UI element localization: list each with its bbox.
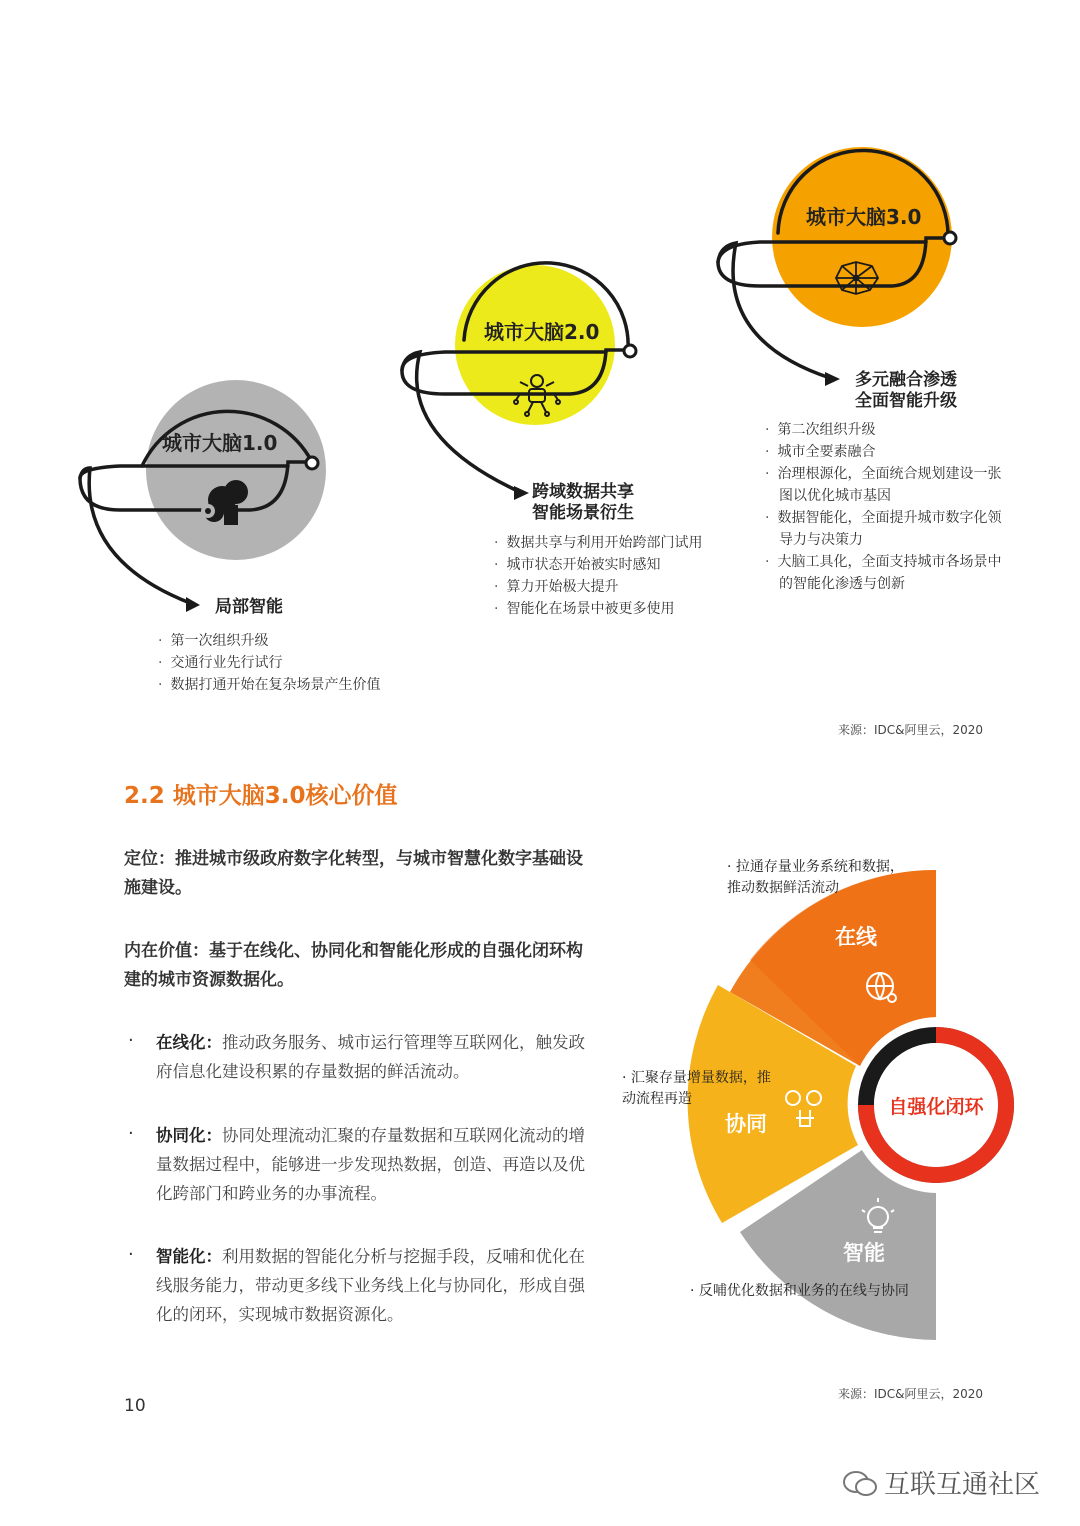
stage2-title: 城市大脑2.0 [484,320,600,344]
page-number: 10 [124,1396,146,1416]
list-item: · 大脑工具化，全面支持城市各场景中的智能化渗透与创新 [765,551,1010,595]
center-label: 自强化闭环 [888,1096,984,1118]
collab-note: · 汇聚存量增量数据，推动流程再造 [622,1070,771,1107]
list-item: · 治理根源化，全面统合规划建设一张图以优化城市基因 [765,463,1010,507]
list-item: · 数据打通开始在复杂场景产生价值 [158,674,380,696]
list-item: · 数据智能化，全面提升城市数字化领导力与决策力 [765,507,1010,551]
list-item: · 算力开始极大提升 [494,576,702,598]
stage3-list [765,419,1010,595]
stage2-list [494,532,702,620]
stage1-list [158,630,380,696]
list-item: · 交通行业先行试行 [158,652,380,674]
intelligent-note: · 反哺优化数据和业务的在线与协同 [690,1283,909,1299]
bullet-dot: · [128,1030,134,1051]
bullet-collab: 协同化：协同处理流动汇聚的存量数据和互联网化流动的增量数据过程中，能够进一步发现热数据，创造、再造以及优化跨部门和跨业务的办事流程。 [156,1126,585,1203]
inner-value-text: 内在价值：基于在线化、协同化和智能化形成的自强化闭环构建的城市资源数据化。 [124,941,583,990]
stage3-heading: 多元融合渗透 全面智能升级 [855,370,957,411]
segment-online-label: 在线 [835,925,877,949]
stage2-arrow-icon [514,486,529,500]
watermark: 互联互通社区 [842,1464,1040,1501]
list-item: · 第二次组织升级 [765,419,1010,441]
list-item: · 城市全要素融合 [765,441,1010,463]
bullet-intelligent: 智能化：利用数据的智能化分析与挖掘手段，反哺和优化在线服务能力，带动更多线下业务线上化与协同化，形成自强化的闭环，实现城市数据资源化。 [156,1247,585,1324]
online-note: · 拉通存量业务系统和数据，推动数据鲜活流动 [727,859,904,896]
stage1-heading: 局部智能 [215,597,283,617]
list-item: · 智能化在场景中被更多使用 [494,598,702,620]
segment-collab-label: 协同 [725,1112,767,1136]
section-title: 2.2 城市大脑3.0核心价值 [124,783,398,809]
wechat-icon [842,1468,878,1498]
bullet-dot: · [128,1244,134,1265]
list-item: · 数据共享与利用开始跨部门试用 [494,532,702,554]
source-note-1: 来源：IDC&阿里云，2020 [838,723,984,737]
stage3-arrow-icon [825,372,840,386]
stage3-title: 城市大脑3.0 [806,205,922,229]
source-note-2: 来源：IDC&阿里云，2020 [838,1387,984,1401]
bullet-dot: · [128,1123,134,1144]
list-item: · 第一次组织升级 [158,630,380,652]
segment-intelligent-label: 智能 [843,1241,885,1265]
list-item: · 城市状态开始被实时感知 [494,554,702,576]
stage1-circle [146,380,326,560]
stage2-heading: 跨域数据共享 智能场景衍生 [532,482,634,523]
stage1-title: 城市大脑1.0 [162,431,278,455]
stage1-arrow-icon [186,597,200,612]
bullet-online: 在线化：推动政务服务、城市运行管理等互联网化，触发政府信息化建设积累的存量数据的鲜活流动。 [156,1033,585,1081]
positioning-text: 定位：推进城市级政府数字化转型，与城市智慧化数字基础设施建设。 [124,849,583,898]
